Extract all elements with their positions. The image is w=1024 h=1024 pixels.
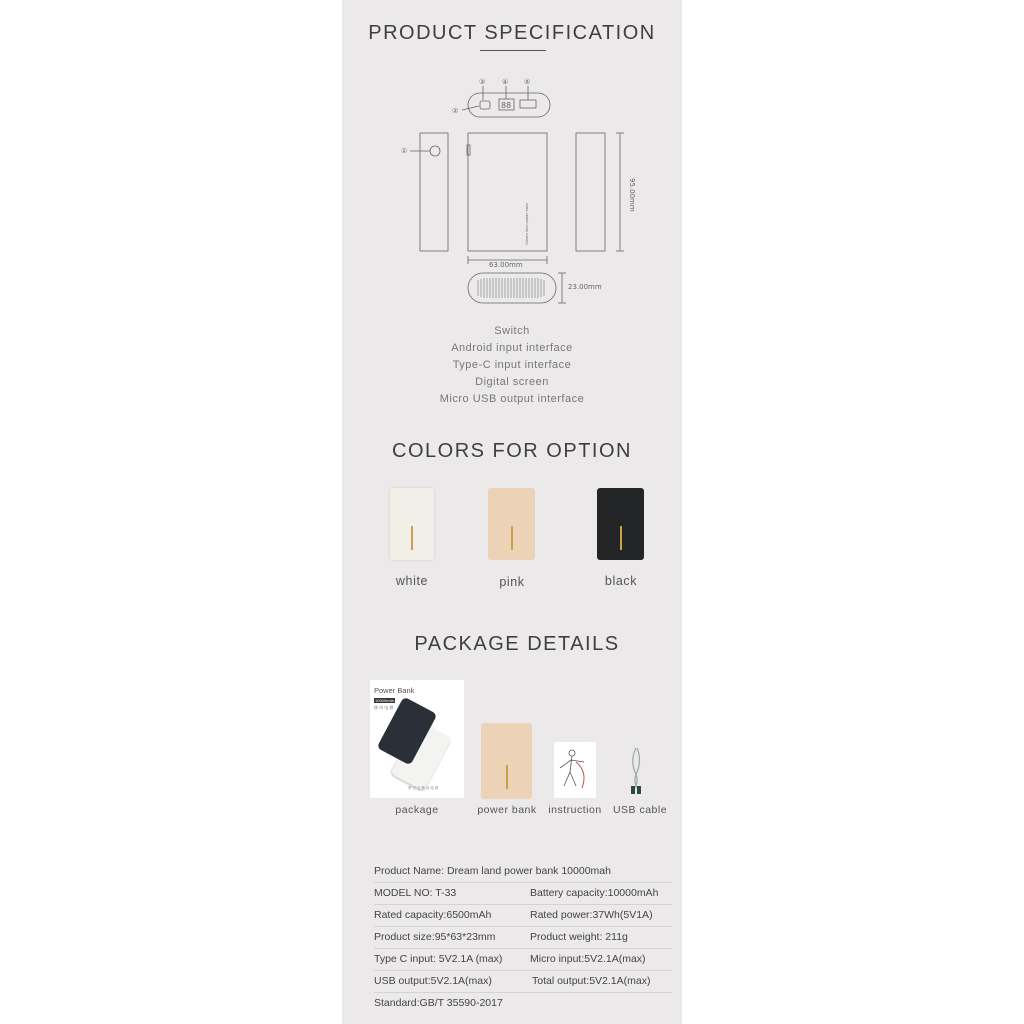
marker-3: ③ <box>479 78 486 86</box>
front-view <box>468 133 547 251</box>
pkg-label-power-bank: power bank <box>477 804 537 816</box>
dimension-diagram <box>342 70 682 310</box>
switch-button <box>430 146 440 156</box>
pkg-label-instruction: instruction <box>548 804 602 816</box>
spec-cell: Product size:95*63*23mm <box>374 931 496 943</box>
marker-2: ② <box>452 107 459 115</box>
marker-4: ④ <box>502 78 509 86</box>
spec-item-type-c: Type-C input interface <box>452 359 572 371</box>
spec-item-android: Android input interface <box>451 342 573 354</box>
spec-cell: Product weight: 211g <box>530 931 628 943</box>
heading-underline <box>480 50 546 51</box>
table-row <box>374 992 672 1014</box>
spec-cell: USB output:5V2.1A(max) <box>374 975 492 987</box>
table-row <box>374 904 672 927</box>
dim-depth: 23.00mm <box>568 283 602 291</box>
instruction-image <box>554 742 596 798</box>
marker-5: ⑤ <box>524 78 531 86</box>
color-label-white: white <box>395 574 429 588</box>
spec-item-micro-usb: Micro USB output interface <box>439 393 585 405</box>
box-capacity: 10000mAh <box>375 698 395 703</box>
color-label-black: black <box>604 574 638 588</box>
table-row <box>374 882 672 905</box>
table-row <box>374 926 672 949</box>
dim-height: 95.00mm <box>628 178 636 212</box>
color-swatch-white[interactable] <box>390 488 434 560</box>
product-sheet <box>342 0 682 1024</box>
table-row <box>374 970 672 993</box>
color-swatch-pink[interactable] <box>488 488 535 560</box>
box-caption: 梦 幻 岛 移 动 电 源 <box>408 786 439 790</box>
spec-cell: Rated capacity:6500mAh <box>374 909 492 921</box>
spec-cell: Rated power:37Wh(5V1A) <box>530 909 653 921</box>
pkg-label-usb-cable: USB cable <box>612 804 668 816</box>
pkg-power-bank-image <box>481 723 532 799</box>
spec-cell: Micro input:5V2.1A(max) <box>530 953 646 965</box>
standard: Standard:GB/T 35590-2017 <box>374 997 503 1009</box>
marker-1: ① <box>401 147 408 155</box>
dim-width: 63.00mm <box>489 261 523 269</box>
product-name: Product Name: Dream land power bank 10000mah <box>374 865 611 877</box>
pkg-label-package: package <box>395 804 439 816</box>
spec-cell: MODEL NO: T-33 <box>374 887 457 899</box>
colors-heading: COLORS FOR OPTION <box>392 440 632 462</box>
table-row <box>374 948 672 971</box>
usb-cable-image <box>626 746 646 796</box>
box-title: Power Bank <box>374 686 415 695</box>
color-label-pink: pink <box>499 575 525 589</box>
spec-cell: Total output:5V2.1A(max) <box>532 975 651 987</box>
table-row <box>374 860 672 883</box>
front-side-text: Dream land power bank <box>525 202 529 245</box>
box-chinese: 移 动 电 源 <box>374 705 394 710</box>
usb-port <box>520 100 536 108</box>
spec-cell: Type C input: 5V2.1A (max) <box>374 953 503 965</box>
color-swatch-black[interactable] <box>597 488 644 560</box>
spec-heading: PRODUCT SPECIFICATION <box>368 22 656 44</box>
type-c-port <box>480 101 490 109</box>
display-digits: 88 <box>501 101 512 110</box>
package-heading: PACKAGE DETAILS <box>414 633 620 655</box>
spec-item-screen: Digital screen <box>475 376 549 388</box>
side-view-right <box>576 133 605 251</box>
package-box-image <box>370 680 464 798</box>
spec-item-switch: Switch <box>494 325 530 337</box>
spec-cell: Battery capacity:10000mAh <box>530 887 659 899</box>
